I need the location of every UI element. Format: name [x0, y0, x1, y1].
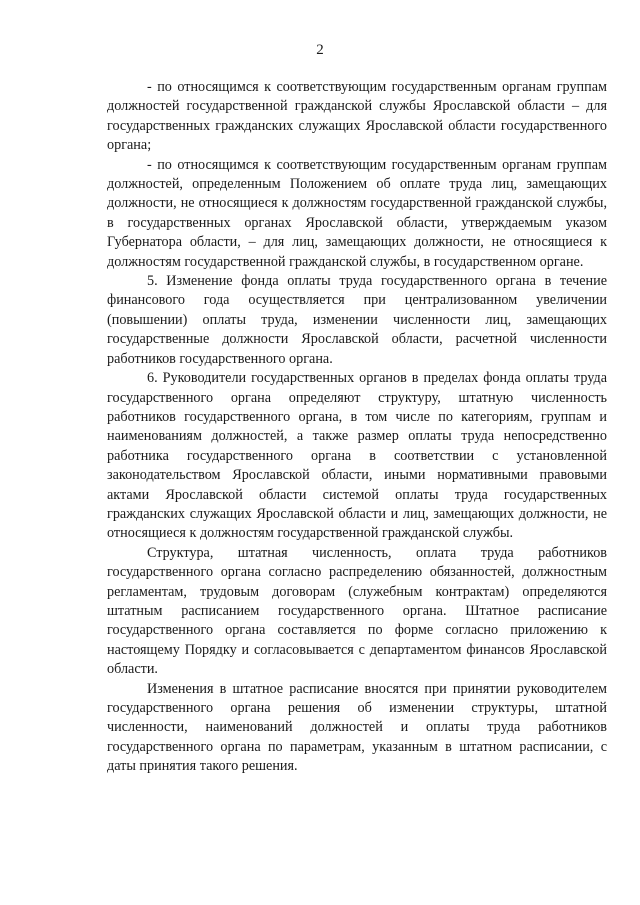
paragraph-5-payroll-fund-change: 5. Изменение фонда оплаты труда государственного органа в течение финансового года осуществляется при централизованном увеличении (повышении) оплаты труда, изменении численности лиц, замещающих государственные должности Ярославской области, расчетной численности работников государственного органа.	[107, 273, 607, 367]
paragraph-salary-groups-non-civil-positions: - по относящимся к соответствующим государственным органам группам должностей, определенным Положением об оплате труда лиц, замещающих должности, не относящиеся к должностям государственной гражданской службы, в государственных органах Ярославской области, утверждаемым указом Губернатора области, – для лиц, замещающих должности, не относящиеся к должностям государственной гражданской службы, в государственном органе.	[107, 156, 607, 270]
paragraph-staffing-schedule-changes: Изменения в штатное расписание вносятся при принятии руководителем государственного органа решения об изменении структуры, штатной численности, наименований должностей и оплаты труда работников государственного органа по параметрам, указанным в штатном расписании, с даты принятия такого решения.	[107, 680, 607, 775]
paragraph-salary-groups-civil-service: - по относящимся к соответствующим государственным органам группам должностей государственной гражданской службы Ярославской области – для государственных гражданских служащих Ярославской области государственного органа;	[107, 79, 607, 154]
paragraph-6-heads-determine-structure: 6. Руководители государственных органов в пределах фонда оплаты труда государственного органа определяют структуру, штатную численность работников государственного органа, в том числе по категориям, группам и наименованиям должностей, а также размер оплаты труда непосредственно работника государственного органа в соответствии с установленной законодательством Ярославской области, иными нормативными правовыми актами Ярославской области системой оплаты труда государственных гражданских служащих Ярославской области и лиц, замещающих должности, не относящиеся к должностям государственной гражданской службы.	[107, 370, 607, 542]
document-body	[107, 78, 607, 777]
paragraph-staffing-schedule: Структура, штатная численность, оплата труда работников государственного органа согласно распределению обязанностей, должностным регламентам, трудовым договорам (служебным контрактам) определяются штатным расписанием государственного органа. Штатное расписание государственного органа составляется по форме согласно приложению к настоящему Порядку и согласовывается с департаментом финансов Ярославской области.	[107, 544, 607, 678]
page-number: 2	[316, 42, 324, 58]
